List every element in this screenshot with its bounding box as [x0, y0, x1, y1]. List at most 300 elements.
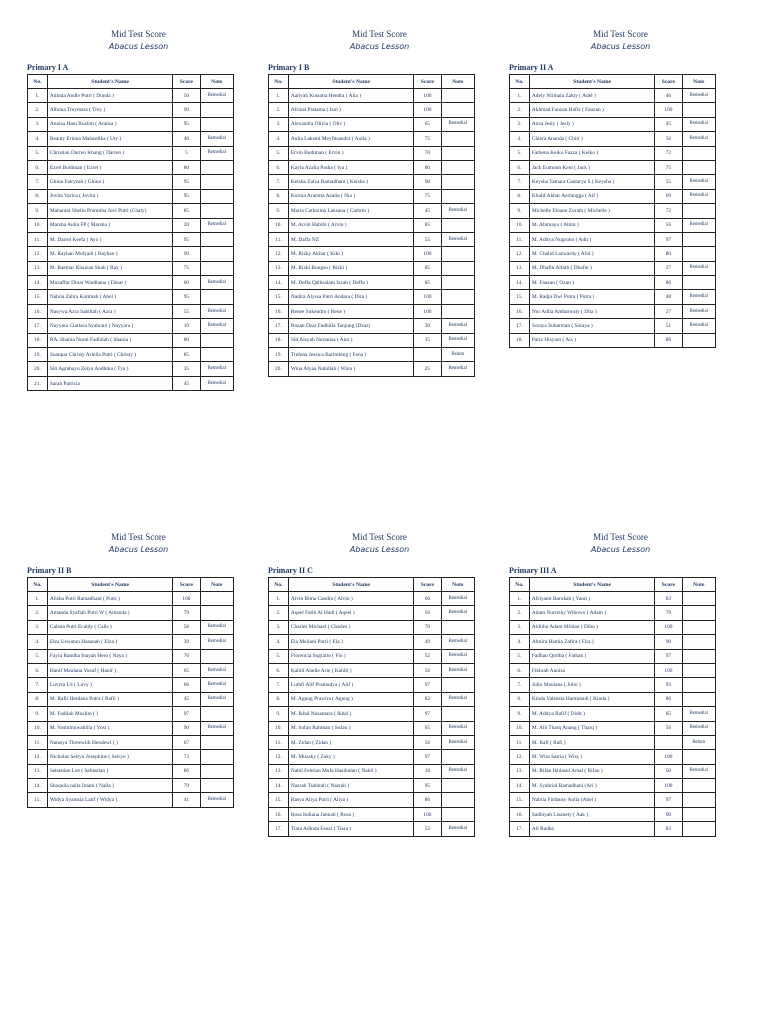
student-note	[200, 606, 233, 620]
student-score: 45	[414, 204, 441, 218]
row-number: 2.	[28, 103, 48, 117]
table-row	[510, 175, 716, 189]
student-note	[682, 692, 715, 706]
table-row	[269, 89, 475, 103]
row-number: 20.	[28, 362, 48, 376]
student-score: 58	[173, 620, 200, 634]
row-number: 10.	[510, 721, 530, 735]
table-row	[28, 89, 234, 103]
row-number: 4.	[28, 635, 48, 649]
row-number: 6.	[269, 160, 289, 174]
student-score: 72	[655, 204, 682, 218]
table-row	[28, 376, 234, 390]
student-score: 100	[655, 663, 682, 677]
table-row	[269, 117, 475, 131]
student-note	[441, 678, 474, 692]
student-score: 86	[414, 793, 441, 807]
row-number: 3.	[510, 620, 530, 634]
student-note	[200, 261, 233, 275]
student-note	[682, 276, 715, 290]
header-no: No.	[28, 578, 48, 592]
student-name: Kahlil Aladie Arie ( Kahlil )	[288, 663, 413, 677]
row-number: 7.	[28, 175, 48, 189]
row-number: 16.	[510, 304, 530, 318]
student-note: Remedial	[200, 362, 233, 376]
block-title: Mid Test Score	[593, 29, 648, 39]
student-name: Sadhiyah Lisanety ( Aak )	[529, 807, 654, 821]
student-score: 41	[173, 793, 200, 807]
table-row	[510, 160, 716, 174]
student-note	[441, 89, 474, 103]
student-score: 75	[173, 261, 200, 275]
student-name: Kayla Azalia Pasha ( Iya )	[288, 160, 413, 174]
table-row	[28, 175, 234, 189]
row-number: 15.	[269, 290, 289, 304]
student-note	[200, 175, 233, 189]
student-name: Charles Michael ( Charles )	[288, 620, 413, 634]
student-name: Calista Putri Ecaldy ( Calis )	[47, 620, 172, 634]
student-name: Almira Hamia Zafira ( Fira )	[529, 635, 654, 649]
table-row	[28, 304, 234, 318]
row-number: 15.	[28, 793, 48, 807]
row-number: 5.	[28, 146, 48, 160]
student-name: M. Agung Prawira ( Agung )	[288, 692, 413, 706]
row-number: 7.	[510, 175, 530, 189]
table-row	[269, 663, 475, 677]
row-number: 8.	[269, 692, 289, 706]
row-number: 15.	[28, 290, 48, 304]
student-note: Remedial	[682, 261, 715, 275]
student-note	[682, 779, 715, 793]
student-name: M. Deffa Qalbsalam Izzah ( Deffa )	[288, 276, 413, 290]
student-note	[441, 175, 474, 189]
student-name: M. Arvin Habibi ( Arvin )	[288, 218, 413, 232]
student-score: 56	[655, 132, 682, 146]
row-number: 1.	[510, 89, 530, 103]
row-number: 13.	[269, 261, 289, 275]
row-number: 3.	[510, 117, 530, 131]
class-label: Primary III A	[509, 566, 557, 575]
row-number: 4.	[269, 635, 289, 649]
student-score: 56	[414, 663, 441, 677]
student-name: Ghina Fairyzah ( Ghina )	[47, 175, 172, 189]
student-note: Remedial	[200, 692, 233, 706]
row-number: 2.	[510, 103, 530, 117]
row-number: 10.	[510, 218, 530, 232]
student-name: M. Rayhan Mulyadi ( Rayhan )	[47, 247, 172, 261]
student-note: Remedial	[682, 319, 715, 333]
table-row	[510, 649, 716, 663]
student-name: Christian Darren Khang ( Darren )	[47, 146, 172, 160]
header-score: Score	[655, 578, 682, 592]
table-row	[28, 606, 234, 620]
block-subtitle: Abacus Lesson	[108, 545, 169, 554]
student-name: Keisha Zalva Ramadhani ( Keisha )	[288, 175, 413, 189]
table-header-row	[510, 578, 716, 592]
student-name: Nayyara Clarissa Syahrani ( Nayyara )	[47, 319, 172, 333]
table-row	[510, 779, 716, 793]
row-number: 9.	[269, 204, 289, 218]
student-note: Remedial	[441, 592, 474, 606]
student-name: Widya Syamsia Latif ( Widya )	[47, 793, 172, 807]
student-name: M. Fauzan ( Ozan )	[529, 276, 654, 290]
row-number: 17.	[510, 319, 530, 333]
student-name: Afriyanti Barokah ( Yanti )	[529, 592, 654, 606]
student-note: Remedial	[200, 319, 233, 333]
student-name: M. Fadilah Muslim ( )	[47, 707, 172, 721]
student-note: Remedial	[200, 276, 233, 290]
row-number: 7.	[269, 175, 289, 189]
row-number: 19.	[269, 348, 289, 362]
row-number: 6.	[510, 160, 530, 174]
student-score: 97	[414, 750, 441, 764]
table-row	[269, 822, 475, 836]
row-number: 6.	[510, 663, 530, 677]
row-number: 8.	[510, 189, 530, 203]
table-row	[269, 592, 475, 606]
row-number: 6.	[28, 663, 48, 677]
row-number: 15.	[510, 290, 530, 304]
table-row	[269, 218, 475, 232]
student-name: Rasya Aliya Putri ( Aliya )	[288, 793, 413, 807]
row-number: 11.	[28, 232, 48, 246]
header-no: No.	[269, 578, 289, 592]
table-row	[510, 620, 716, 634]
student-score: 80	[173, 160, 200, 174]
table-row	[510, 304, 716, 318]
student-name: Alexandra Olivia ( Oliv )	[288, 117, 413, 131]
table-row	[269, 348, 475, 362]
student-name: M. Alh Tharq Anang ( Tharq )	[529, 721, 654, 735]
table-row	[28, 132, 234, 146]
table-row	[269, 175, 475, 189]
student-score: 50	[655, 764, 682, 778]
student-score: 76	[173, 649, 200, 663]
student-name: Marsha Aulia FP ( Marsha )	[47, 218, 172, 232]
table-row	[269, 204, 475, 218]
student-score: 90	[173, 247, 200, 261]
row-number: 12.	[28, 750, 48, 764]
student-score: 45	[173, 376, 200, 390]
student-score: 56	[655, 218, 682, 232]
header-name: Student's Name	[529, 75, 654, 89]
row-number: 8.	[28, 189, 48, 203]
table-row	[28, 721, 234, 735]
student-score	[655, 735, 682, 749]
student-name: M. Dhafin Alfath ( Dhafin )	[529, 261, 654, 275]
student-score: 80	[173, 333, 200, 347]
student-name: M. Rizky Akbar ( Kiki )	[288, 247, 413, 261]
table-row	[510, 89, 716, 103]
student-score: 20	[173, 218, 200, 232]
student-score: 93	[655, 678, 682, 692]
student-note	[200, 764, 233, 778]
header-score: Score	[173, 578, 200, 592]
score-table	[27, 74, 234, 391]
row-number: 4.	[510, 635, 530, 649]
table-row	[28, 707, 234, 721]
student-note	[441, 247, 474, 261]
student-note: Remedial	[441, 606, 474, 620]
student-name: Fikhrah Annisa	[529, 663, 654, 677]
student-name: M. Daffa NZ	[288, 232, 413, 246]
student-note: Remedial	[441, 735, 474, 749]
row-number: 18.	[28, 333, 48, 347]
student-score: 45	[655, 117, 682, 131]
student-score: 100	[414, 290, 441, 304]
table-row	[269, 649, 475, 663]
student-name: Jack Eumonn Kent ( Jack )	[529, 160, 654, 174]
student-name: Tiara Adinda Fauzi ( Tiara )	[288, 822, 413, 836]
row-number: 9.	[510, 204, 530, 218]
student-note	[200, 333, 233, 347]
student-name: Adely Nirmala Zakty ( Adel )	[529, 89, 654, 103]
row-number: 2.	[28, 606, 48, 620]
student-note	[682, 103, 715, 117]
table-row	[28, 103, 234, 117]
student-note: Remedial	[682, 117, 715, 131]
table-row	[269, 304, 475, 318]
row-number: 7.	[269, 678, 289, 692]
table-row	[28, 276, 234, 290]
student-name: Rosa Indiana Jannati ( Rosa )	[288, 807, 413, 821]
student-note	[441, 707, 474, 721]
student-score: 65	[414, 721, 441, 735]
row-number: 13.	[269, 764, 289, 778]
student-score: 86	[655, 333, 682, 347]
row-number: 17.	[269, 822, 289, 836]
header-score: Score	[173, 75, 200, 89]
row-number: 15.	[269, 793, 289, 807]
student-note: Belum	[682, 735, 715, 749]
student-score: 18	[414, 764, 441, 778]
student-name: M. Rafi ( Rafi )	[529, 735, 654, 749]
student-score: 100	[655, 750, 682, 764]
block-title: Mid Test Score	[352, 29, 407, 39]
student-note: Remedial	[682, 218, 715, 232]
row-number: 9.	[510, 707, 530, 721]
class-label: Primary I A	[27, 63, 69, 72]
row-number: 20.	[269, 362, 289, 376]
table-row	[510, 189, 716, 203]
student-note: Remedial	[682, 721, 715, 735]
row-number: 2.	[269, 606, 289, 620]
student-name: M. Rizki Bungsu ( Rizki )	[288, 261, 413, 275]
student-name: Renee Sukendro ( Rene )	[288, 304, 413, 318]
student-name: Ervin Budiman ( Ervin )	[288, 146, 413, 160]
student-score: 97	[414, 678, 441, 692]
student-note: Remedial	[441, 692, 474, 706]
student-note	[682, 146, 715, 160]
student-note	[682, 822, 715, 836]
student-note: Remedial	[200, 376, 233, 390]
header-note: Note	[682, 578, 715, 592]
table-row	[28, 204, 234, 218]
student-name: Elza Uswatun Hasanah ( Elza )	[47, 635, 172, 649]
student-score: 30	[414, 319, 441, 333]
student-score: 39	[173, 635, 200, 649]
table-row	[510, 218, 716, 232]
student-note: Remedial	[200, 721, 233, 735]
student-note	[200, 103, 233, 117]
student-note	[682, 204, 715, 218]
student-name: Ela Meilani Putri ( Ela )	[288, 635, 413, 649]
student-note: Remedial	[200, 304, 233, 318]
student-name: Siti Agrahayu Zetya Andhika ( Tya )	[47, 362, 172, 376]
student-name: Rozan Dzar Fadhilla Tanjung (Dzaz)	[288, 319, 413, 333]
student-name: Sarah Patricia	[47, 376, 172, 390]
student-name: Adam Nurrizky Wibowo ( Adam )	[529, 606, 654, 620]
student-score: 100	[173, 592, 200, 606]
row-number: 9.	[269, 707, 289, 721]
row-number: 21.	[28, 376, 48, 390]
row-number: 12.	[28, 247, 48, 261]
student-note: Remedial	[682, 764, 715, 778]
row-number: 16.	[269, 304, 289, 318]
table-row	[28, 333, 234, 347]
student-name: M. Aditya Rafif ( Didit )	[529, 707, 654, 721]
table-row	[269, 678, 475, 692]
student-score: 97	[414, 707, 441, 721]
student-name: M. Darrel Keefa ( Ayo )	[47, 232, 172, 246]
student-note: Remedial	[441, 362, 474, 376]
table-row	[269, 232, 475, 246]
block-title: Mid Test Score	[111, 29, 166, 39]
student-note	[441, 276, 474, 290]
student-name: Nadira Alyssa Putri Andara ( Dira )	[288, 290, 413, 304]
student-note: Remedial	[682, 304, 715, 318]
student-score: 5	[173, 146, 200, 160]
header-note: Note	[200, 75, 233, 89]
student-name: M. Radja Dwi Putra ( Putra )	[529, 290, 654, 304]
student-note	[441, 218, 474, 232]
student-note	[441, 103, 474, 117]
row-number: 3.	[269, 620, 289, 634]
student-score: 27	[655, 261, 682, 275]
table-row	[510, 261, 716, 275]
student-score: 27	[655, 304, 682, 318]
table-row	[28, 764, 234, 778]
student-note: Remedial	[441, 721, 474, 735]
student-score: 85	[414, 261, 441, 275]
student-note: Remedial	[441, 764, 474, 778]
student-score: 75	[655, 160, 682, 174]
row-number: 12.	[510, 750, 530, 764]
student-name: Nasywa Azra Sabillah ( Azra )	[47, 304, 172, 318]
table-row	[269, 692, 475, 706]
student-note	[200, 750, 233, 764]
student-score: 15	[414, 333, 441, 347]
student-score: 66	[173, 678, 200, 692]
row-number: 17.	[269, 319, 289, 333]
student-note	[200, 735, 233, 749]
header-score: Score	[655, 75, 682, 89]
table-row	[269, 793, 475, 807]
row-number: 14.	[269, 276, 289, 290]
student-name: Nabil Febrian Mufa Hasibulan ( Nabil )	[288, 764, 413, 778]
student-note: Remedial	[682, 89, 715, 103]
row-number: 8.	[269, 189, 289, 203]
row-number: 10.	[28, 721, 48, 735]
table-row	[28, 232, 234, 246]
student-note: Remedial	[200, 218, 233, 232]
student-note: Remedial	[441, 232, 474, 246]
table-row	[28, 117, 234, 131]
student-name: M. Zidan ( Zidan )	[288, 735, 413, 749]
student-name: Michelle Eloane Zorath ( Michelle )	[529, 204, 654, 218]
row-number: 1.	[269, 89, 289, 103]
student-score: 100	[655, 779, 682, 793]
student-name: M. Muzaky ( Zaky )	[288, 750, 413, 764]
block-subtitle: Abacus Lesson	[590, 42, 651, 51]
table-row	[269, 721, 475, 735]
row-number: 9.	[28, 204, 48, 218]
table-row	[510, 204, 716, 218]
row-number: 14.	[269, 779, 289, 793]
student-name: Maria Catharina Laksana ( Cathrin )	[288, 204, 413, 218]
row-number: 14.	[28, 779, 48, 793]
student-score: 72	[655, 146, 682, 160]
row-number: 13.	[28, 261, 48, 275]
student-note	[441, 160, 474, 174]
student-score: 65	[173, 663, 200, 677]
student-note	[441, 779, 474, 793]
table-row	[510, 678, 716, 692]
header-note: Note	[441, 578, 474, 592]
student-note: Remedial	[441, 333, 474, 347]
student-score: 100	[414, 247, 441, 261]
student-score: 55	[173, 304, 200, 318]
student-name: Kurnia Aramita Azalia ( Nia )	[288, 189, 413, 203]
student-score: 85	[414, 218, 441, 232]
row-number: 5.	[510, 146, 530, 160]
row-number: 9.	[28, 707, 48, 721]
student-note	[682, 592, 715, 606]
row-number: 1.	[510, 592, 530, 606]
student-score: 73	[173, 750, 200, 764]
header-no: No.	[510, 75, 530, 89]
block-subtitle: Abacus Lesson	[349, 42, 410, 51]
student-note: Remedial	[200, 89, 233, 103]
student-name: Chiera Ananda ( Chiri )	[529, 132, 654, 146]
student-name: M. Rifan Ikhlasul Amal ( Rifan )	[529, 764, 654, 778]
score-table	[509, 74, 716, 348]
student-name: Wina Alyaa Nabillah ( Wina )	[288, 362, 413, 376]
student-score: 95	[173, 232, 200, 246]
table-row	[510, 663, 716, 677]
student-name: Suanpar Christy Ariella Putri ( Christy )	[47, 348, 172, 362]
class-label: Primary II C	[268, 566, 313, 575]
table-row	[269, 750, 475, 764]
row-number: 1.	[28, 592, 48, 606]
student-name: Florencia Sugiarto ( Flo )	[288, 649, 413, 663]
student-score: 100	[414, 89, 441, 103]
student-score: 65	[655, 707, 682, 721]
student-score: 95	[173, 290, 200, 304]
student-score: 52	[414, 649, 441, 663]
student-note	[441, 132, 474, 146]
score-table	[27, 577, 234, 808]
student-score: 95	[173, 117, 200, 131]
row-number: 4.	[28, 132, 48, 146]
student-note: Belum	[441, 348, 474, 362]
table-row	[510, 146, 716, 160]
table-row	[510, 290, 716, 304]
student-note: Remedial	[441, 204, 474, 218]
student-score: 40	[173, 132, 200, 146]
student-name: Jovita Varica ( Jovita )	[47, 189, 172, 203]
student-name: Kinda Valensia Hamimadi ( Kinda )	[529, 692, 654, 706]
